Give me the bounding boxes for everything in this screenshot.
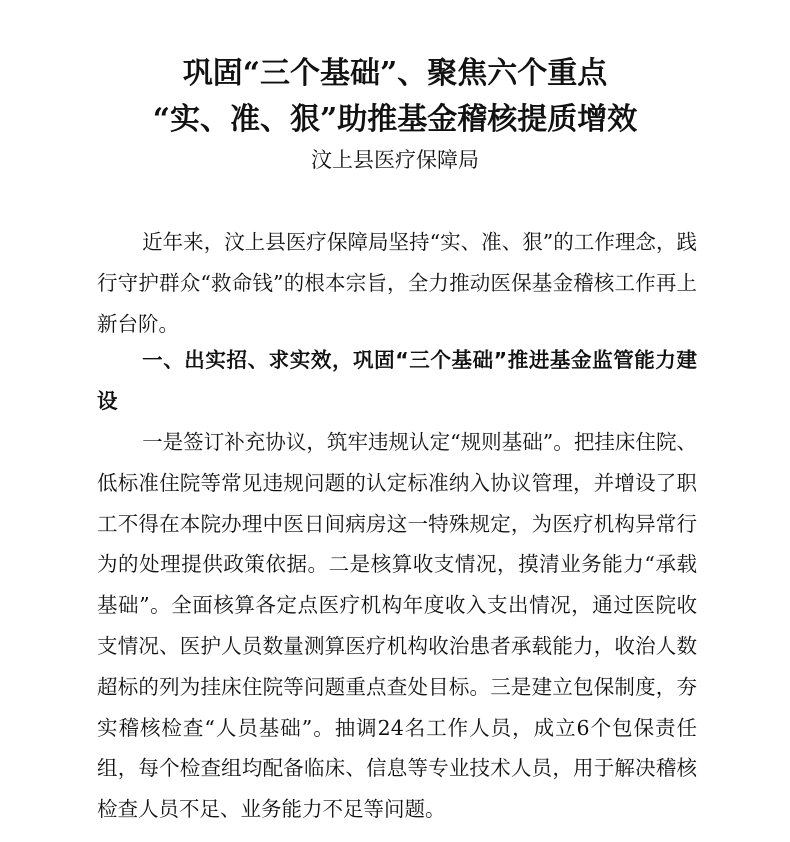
section-body-paragraph: 一是签订补充协议，筑牢违规认定“规则基础”。把挂床住院、低标准住院等常见违规问题的认定标准纳入协议管理，并增设了职工不得在本院办理中医日间病房这一特殊规定，为医疗机构异常行为的处理提供政策依据。二是核算收支情况，摸清业务能力“承载基础”。全面核算各定点医疗机构年度收入支出情况，通过医院收支情况、医护人员数量测算医疗机构收治患者承载能力，收治人数超标的列为挂床住院等问题重点查处目标。三是建立包保制度，夯实稽核检查“人员基础”。抽调24名工作人员，成立6个包保责任组，每个检查组均配备临床、信息等专业技术人员，用于解决稽核检查人员不足、业务能力不足等问题。: [97, 430, 697, 822]
section-heading: 一、出实招、求实效，巩固“三个基础”推进基金监管能力建设: [97, 348, 697, 413]
document-title-line-1: 巩固“三个基础”、聚焦六个重点: [182, 56, 608, 91]
document-title-line-2: “实、准、狠”助推基金稽核提质增效: [152, 102, 638, 137]
document-author: 汶上县医疗保障局: [311, 148, 479, 172]
intro-paragraph: 近年来，汶上县医疗保障局坚持“实、准、狠”的工作理念，践行守护群众“救命钱”的根本宗旨，全力推动医保基金稽核工作再上新台阶。: [97, 230, 697, 336]
